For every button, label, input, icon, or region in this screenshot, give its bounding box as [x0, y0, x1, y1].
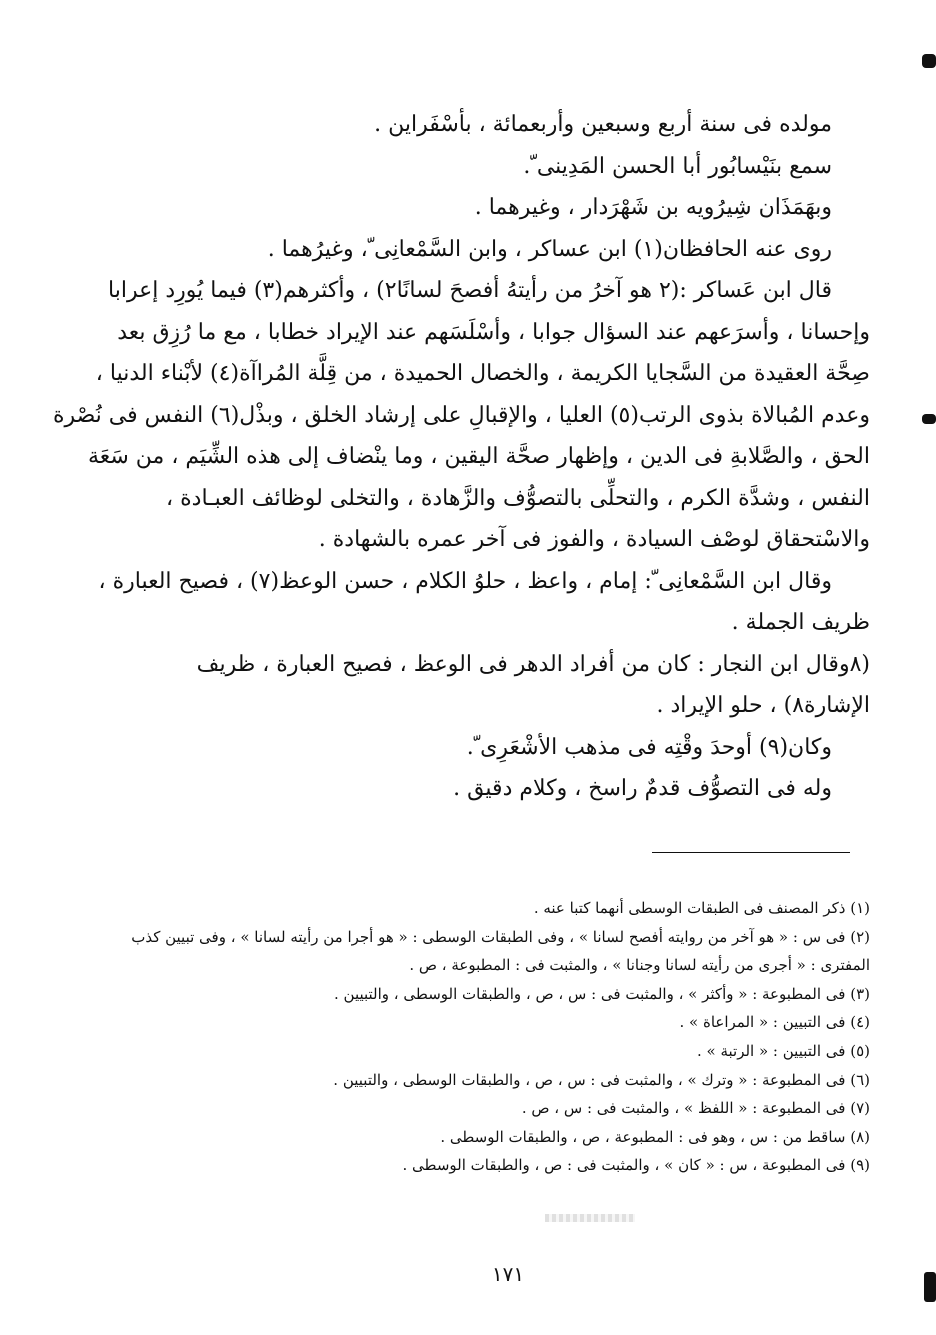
footnote: (٦) فى المطبوعة : « وترك » ، والمثبت فى : س ، ص ، والطبقات الوسطى ، والتبيين . [333, 1070, 870, 1089]
text-line: وإحسانا ، وأسرَعهم عند السؤال جوابا ، وأسْلَسَهم عند الإيراد خطابا ، مع ما رُزِق بعد [117, 319, 870, 345]
text-line: والاسْتحقاق لوصْف السيادة ، والفوز فى آخر عمره بالشهادة . [318, 527, 870, 552]
text-line: النفس ، وشدَّة الكرم ، والتحلِّى بالتصوُّف والزَّهادة ، والتخلى لوظائف العبـادة ، [166, 485, 870, 511]
footnote: (٤) فى التبيين : « المراعاة » . [679, 1013, 870, 1032]
footnote: (١) ذكر المصنف فى الطبقات الوسطى أنهما كتبا عنه . [533, 899, 870, 917]
text-line: الإشارة٨) ، حلو الإيراد . [656, 693, 870, 718]
text-line: روى عنه الحافظان(١) ابن عساكر ، وابن السَّمْعانِى ّ، وغيرُهما . [267, 236, 832, 262]
text-line: سمع بنَيْسابُور أبا الحسن المَدِينى ّ. [523, 153, 832, 179]
footnote: (٨) ساقط من : س ، وهو فى : المطبوعة ، ص ، والطبقات الوسطى . [440, 1127, 870, 1146]
footnotes [130, 894, 870, 1180]
text-line: وبهَمَذَان شِيرُويه بن شَهْرَدار ، وغيرهما . [474, 195, 832, 220]
text-line: مولده فى سنة أربع وسبعين وأربعمائة ، بأسْفَراين . [374, 112, 832, 137]
text-line: قال ابن عَساكر :(٢ هو آخرُ من رأيتهُ أفصحَ لسانًا٢) ، وأكثرهم(٣) فيما يُورِد إعرابا [108, 278, 832, 303]
faint-stamp [545, 1214, 635, 1222]
text-line: وقال ابن السَّمْعانِى ّ: إمام ، واعظ ، حلوُ الكلام ، حسن الوعظ(٧) ، فصيح العبارة ، [98, 568, 832, 594]
footnote: (٣) فى المطبوعة : « وأكثر » ، والمثبت فى : س ، ص ، والطبقات الوسطى ، والتبيين . [334, 984, 870, 1003]
text-line: ظريف الجملة . [731, 610, 870, 635]
footnote-separator [652, 852, 850, 853]
text-line: وعدم المُبالاة بذوى الرتب(٥) العليا ، والإقبالِ على إرشاد الخلق ، وبذْل(٦) النفس فى نُصْرة [52, 402, 870, 428]
page-number: ١٧١ [491, 1262, 525, 1286]
main-text [52, 104, 870, 810]
footnote: (٢) فى س : « هو آخر من روايته أفصح لسانا » ، وفى الطبقات الوسطى : « هو أجرا من رأيته لسانا » ، وفى تبيين كذب [131, 927, 870, 946]
text-line: (٨وقال ابن النجار : كان من أفراد الدهر فى الوعظ ، فصيح العبارة ، ظريف [196, 651, 870, 677]
text-line: صِحَّة العقيدة من السَّجايا الكريمة ، والخصال الحميدة ، من قِلَّة المُراآة(٤) لأبْناء الدنيا ، [95, 361, 870, 386]
footnote: (٥) فى التبيين : « الرتبة » . [696, 1041, 870, 1060]
scan-edge-mark [924, 1272, 936, 1302]
text-line: الحق ، والصَّلابةِ فى الدين ، وإظهار صحَّة اليقين ، وما ينْضاف إلى هذه الشِّيَم ، من سَعَة [87, 444, 870, 469]
text-line: وله فى التصوُّف قدمٌ راسخ ، وكلام دقيق . [453, 776, 832, 801]
footnote: (٧) فى المطبوعة : « اللفظ » ، والمثبت فى : س ، ص . [521, 1099, 870, 1118]
footnote: (٩) فى المطبوعة ، س : « كان » ، والمثبت فى : ص ، والطبقات الوسطى . [402, 1156, 870, 1175]
footnote: المفترى : « أجرى من رأيته لسانا وجنانا » ، والمثبت فى : المطبوعة ، ص . [409, 956, 870, 975]
scan-edge-mark [922, 414, 936, 424]
text-line: وكان(٩) أوحدَ وقْتِه فى مذهب الأشْعَرِى ّ. [466, 734, 832, 760]
scan-edge-mark [922, 54, 936, 68]
